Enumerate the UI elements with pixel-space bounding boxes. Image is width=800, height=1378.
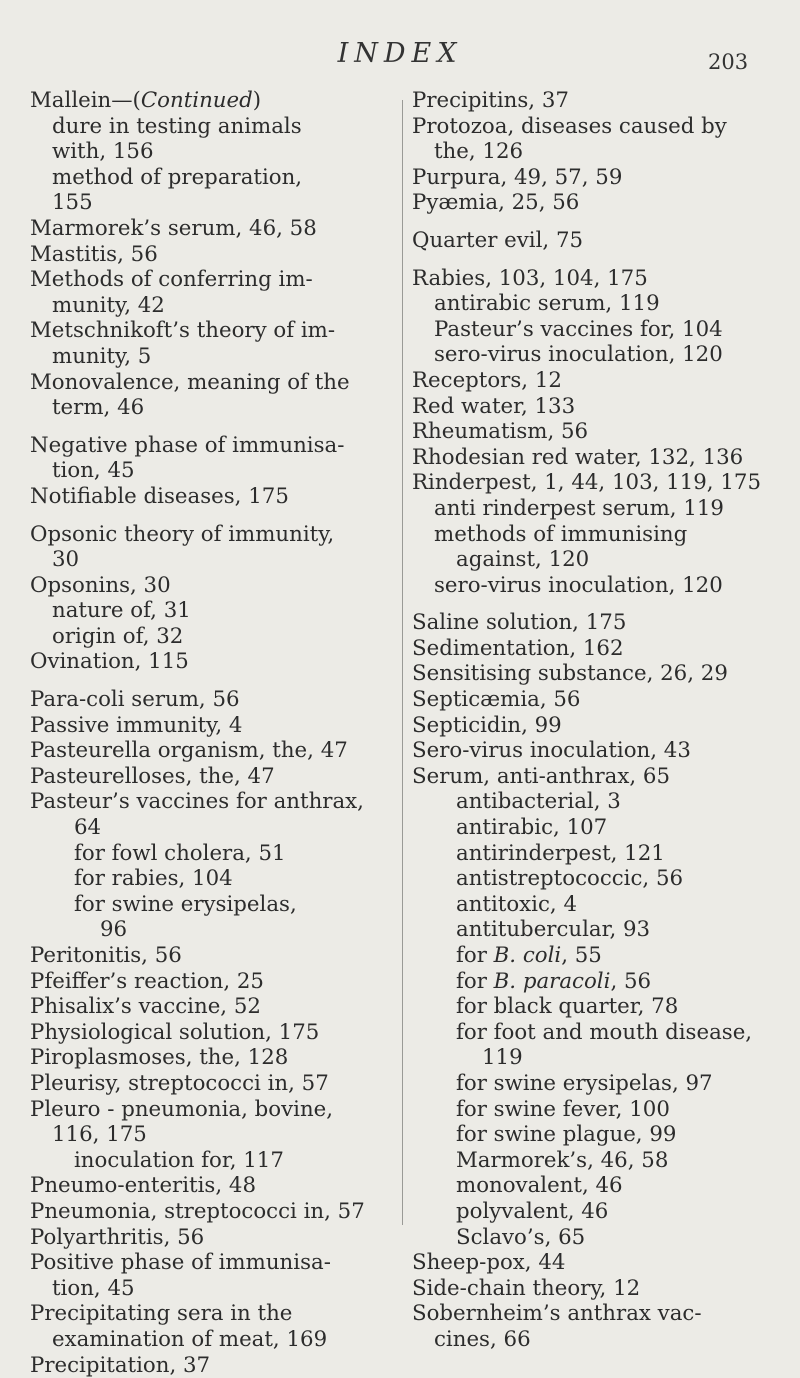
- index-entry: [30, 1301, 392, 1352]
- index-entry-line: Metschnikoft’s theory of im-: [30, 318, 392, 344]
- index-entry-line: Polyarthritis, 56: [30, 1225, 392, 1251]
- index-entry: [30, 216, 392, 242]
- index-entry-line: Sedimentation, 162: [412, 636, 790, 662]
- index-entry-line: Opsonic theory of immunity,: [30, 522, 392, 548]
- index-entry: [412, 917, 790, 943]
- index-entry: [30, 88, 392, 114]
- index-entry-line: 30: [30, 547, 392, 573]
- index-entry-line: polyvalent, 46: [412, 1199, 790, 1225]
- index-entry: [412, 573, 790, 599]
- index-entry: [412, 394, 790, 420]
- index-entry-line: Receptors, 12: [412, 368, 790, 394]
- index-entry-line: Phisalix’s vaccine, 52: [30, 994, 392, 1020]
- index-entry: [412, 1173, 790, 1199]
- index-entry-line: for black quarter, 78: [412, 994, 790, 1020]
- index-entry-line: munity, 42: [30, 293, 392, 319]
- index-entry: [412, 228, 790, 254]
- index-entry-line: antistreptococcic, 56: [412, 866, 790, 892]
- index-entry-line: against, 120: [412, 547, 790, 573]
- index-entry-line: with, 156: [30, 139, 392, 165]
- index-entry: [412, 738, 790, 764]
- index-entry: [412, 636, 790, 662]
- index-entry: [30, 484, 392, 510]
- index-entry-line: Para-coli serum, 56: [30, 687, 392, 713]
- index-entry: [30, 1097, 392, 1148]
- index-entry-line: sero-virus inoculation, 120: [412, 342, 790, 368]
- index-entry: [30, 165, 392, 216]
- index-entry-line: Protozoa, diseases caused by: [412, 114, 790, 140]
- index-entry-line: Sheep-pox, 44: [412, 1250, 790, 1276]
- index-entry-line: sero-virus inoculation, 120: [412, 573, 790, 599]
- index-entry-line: Passive immunity, 4: [30, 713, 392, 739]
- index-entry: [412, 114, 790, 165]
- index-entry: [412, 1225, 790, 1251]
- index-entry: [30, 1353, 392, 1378]
- index-entry: [412, 1199, 790, 1225]
- index-entry-line: antirabic, 107: [412, 815, 790, 841]
- index-entry-line: Pyæmia, 25, 56: [412, 190, 790, 216]
- index-entry: [30, 318, 392, 369]
- index-entry: [30, 1148, 392, 1174]
- index-entry-line: term, 46: [30, 395, 392, 421]
- index-entry: [412, 764, 790, 790]
- index-entry-line: Rheumatism, 56: [412, 419, 790, 445]
- index-entry-line: antirabic serum, 119: [412, 291, 790, 317]
- index-entry-line: Sero-virus inoculation, 43: [412, 738, 790, 764]
- index-entry-line: Marmorek’s, 46, 58: [412, 1148, 790, 1174]
- index-entry-line: Negative phase of immunisa-: [30, 433, 392, 459]
- index-entry-line: Purpura, 49, 57, 59: [412, 165, 790, 191]
- index-entry: [30, 713, 392, 739]
- index-entry: [412, 522, 790, 573]
- index-entry-line: Rhodesian red water, 132, 136: [412, 445, 790, 471]
- column-divider: [402, 100, 403, 1225]
- index-entry: [30, 866, 392, 892]
- index-entry: [30, 649, 392, 675]
- index-entry: [412, 713, 790, 739]
- index-entry: [412, 470, 790, 496]
- index-entry-line: Sobernheim’s anthrax vac-: [412, 1301, 790, 1327]
- index-entry-line: Notifiable diseases, 175: [30, 484, 392, 510]
- index-entry: [412, 1122, 790, 1148]
- index-entry-line: for fowl cholera, 51: [30, 841, 392, 867]
- index-entry-line: 155: [30, 190, 392, 216]
- index-entry-line: Precipitation, 37: [30, 1353, 392, 1378]
- index-entry: [30, 573, 392, 599]
- index-entry-line: Side-chain theory, 12: [412, 1276, 790, 1302]
- index-entry-line: for swine fever, 100: [412, 1097, 790, 1123]
- index-entry-line: Precipitating sera in the: [30, 1301, 392, 1327]
- index-column-left: [30, 88, 392, 1378]
- index-entry-line: 119: [412, 1045, 790, 1071]
- index-entry-line: tion, 45: [30, 458, 392, 484]
- index-entry: [30, 1071, 392, 1097]
- index-entry: [412, 815, 790, 841]
- index-entry: [30, 994, 392, 1020]
- index-entry-line: Quarter evil, 75: [412, 228, 790, 254]
- index-entry: [412, 994, 790, 1020]
- index-entry-line: origin of, 32: [30, 624, 392, 650]
- index-entry-line: Sensitising substance, 26, 29: [412, 661, 790, 687]
- index-entry-line: nature of, 31: [30, 598, 392, 624]
- index-entry-line: for swine erysipelas, 97: [412, 1071, 790, 1097]
- index-entry: [30, 242, 392, 268]
- index-entry-line: Septicidin, 99: [412, 713, 790, 739]
- index-entry: [412, 1071, 790, 1097]
- index-entry-line: Peritonitis, 56: [30, 943, 392, 969]
- index-entry: [30, 522, 392, 573]
- index-entry: [30, 598, 392, 624]
- index-entry: [30, 1173, 392, 1199]
- index-entry: [30, 1045, 392, 1071]
- index-entry-line: methods of immunising: [412, 522, 790, 548]
- index-entry: [30, 1250, 392, 1301]
- index-entry-line: Pasteurelloses, the, 47: [30, 764, 392, 790]
- index-entry-line: antitubercular, 93: [412, 917, 790, 943]
- index-entry-line: for swine plague, 99: [412, 1122, 790, 1148]
- index-entry-line: Pneumo-enteritis, 48: [30, 1173, 392, 1199]
- index-entry: [412, 943, 790, 969]
- index-entry: [30, 1020, 392, 1046]
- index-entry-line: antitoxic, 4: [412, 892, 790, 918]
- index-entry: [412, 1301, 790, 1352]
- index-entry-line: for swine erysipelas,: [30, 892, 392, 918]
- index-entry-line: Sclavo’s, 65: [412, 1225, 790, 1251]
- index-entry: [412, 445, 790, 471]
- index-entry-line: the, 126: [412, 139, 790, 165]
- index-entry: [30, 370, 392, 421]
- index-entry-line: examination of meat, 169: [30, 1327, 392, 1353]
- index-entry-line: method of preparation,: [30, 165, 392, 191]
- index-entry-line: 116, 175: [30, 1122, 392, 1148]
- index-entry: [412, 1097, 790, 1123]
- index-entry-line: Pasteurella organism, the, 47: [30, 738, 392, 764]
- index-entry: [412, 789, 790, 815]
- index-entry-line: dure in testing animals: [30, 114, 392, 140]
- index-entry: [412, 496, 790, 522]
- index-entry: [412, 866, 790, 892]
- index-entry-line: for rabies, 104: [30, 866, 392, 892]
- index-entry: [412, 317, 790, 343]
- index-entry: [412, 88, 790, 114]
- index-entry-line: for B. coli, 55: [412, 943, 790, 969]
- index-entry-line: tion, 45: [30, 1276, 392, 1302]
- index-entry: [30, 943, 392, 969]
- index-entry: [30, 841, 392, 867]
- index-entry-line: Mastitis, 56: [30, 242, 392, 268]
- index-entry: [412, 342, 790, 368]
- index-entry-line: Septicæmia, 56: [412, 687, 790, 713]
- index-entry: [412, 1250, 790, 1276]
- index-entry-line: Pfeiffer’s reaction, 25: [30, 969, 392, 995]
- index-entry-line: Rabies, 103, 104, 175: [412, 266, 790, 292]
- index-entry: [412, 892, 790, 918]
- index-entry-line: for foot and mouth disease,: [412, 1020, 790, 1046]
- index-entry: [30, 738, 392, 764]
- index-entry: [30, 687, 392, 713]
- index-entry: [30, 764, 392, 790]
- index-entry-line: Marmorek’s serum, 46, 58: [30, 216, 392, 242]
- index-entry: [30, 1225, 392, 1251]
- index-entry-line: anti rinderpest serum, 119: [412, 496, 790, 522]
- index-entry-line: Pasteur’s vaccines for, 104: [412, 317, 790, 343]
- index-entry: [412, 368, 790, 394]
- index-entry: [412, 610, 790, 636]
- page-number: 203: [708, 50, 748, 74]
- index-entry-line: Pleuro - pneumonia, bovine,: [30, 1097, 392, 1123]
- index-entry: [30, 267, 392, 318]
- index-entry-line: Serum, anti-anthrax, 65: [412, 764, 790, 790]
- index-entry-line: for B. paracoli, 56: [412, 969, 790, 995]
- index-entry: [30, 969, 392, 995]
- index-entry-line: 96: [30, 917, 392, 943]
- index-entry: [412, 190, 790, 216]
- index-entry-line: cines, 66: [412, 1327, 790, 1353]
- index-entry: [30, 789, 392, 840]
- index-entry: [412, 687, 790, 713]
- index-entry: [412, 165, 790, 191]
- index-entry-line: Physiological solution, 175: [30, 1020, 392, 1046]
- index-entry: [30, 892, 392, 943]
- index-entry: [412, 419, 790, 445]
- index-entry-line: inoculation for, 117: [30, 1148, 392, 1174]
- index-entry-line: Methods of conferring im-: [30, 267, 392, 293]
- index-entry-line: Opsonins, 30: [30, 573, 392, 599]
- index-entry: [30, 1199, 392, 1225]
- page-title: INDEX: [0, 38, 800, 69]
- index-entry-line: Piroplasmoses, the, 128: [30, 1045, 392, 1071]
- index-entry-line: Precipitins, 37: [412, 88, 790, 114]
- index-entry: [412, 291, 790, 317]
- index-entry: [412, 841, 790, 867]
- index-entry: [412, 1148, 790, 1174]
- index-entry-line: 64: [30, 815, 392, 841]
- index-entry-line: antibacterial, 3: [412, 789, 790, 815]
- index-entry: [412, 969, 790, 995]
- index-entry-line: Mallein—(Continued): [30, 88, 392, 114]
- index-entry-line: Monovalence, meaning of the: [30, 370, 392, 396]
- index-entry-line: munity, 5: [30, 344, 392, 370]
- index-entry: [30, 433, 392, 484]
- index-entry-line: Pneumonia, streptococci in, 57: [30, 1199, 392, 1225]
- index-entry-line: Rinderpest, 1, 44, 103, 119, 175: [412, 470, 790, 496]
- index-entry: [30, 114, 392, 165]
- index-entry: [412, 266, 790, 292]
- index-entry: [412, 1276, 790, 1302]
- index-column-right: [412, 88, 790, 1353]
- index-entry-line: Red water, 133: [412, 394, 790, 420]
- index-entry-line: Pleurisy, streptococci in, 57: [30, 1071, 392, 1097]
- index-entry-line: Saline solution, 175: [412, 610, 790, 636]
- index-entry-line: Ovination, 115: [30, 649, 392, 675]
- index-entry: [30, 624, 392, 650]
- index-entry-line: Pasteur’s vaccines for anthrax,: [30, 789, 392, 815]
- index-entry-line: monovalent, 46: [412, 1173, 790, 1199]
- index-entry: [412, 661, 790, 687]
- index-entry: [412, 1020, 790, 1071]
- index-entry-line: antirinderpest, 121: [412, 841, 790, 867]
- index-entry-line: Positive phase of immunisa-: [30, 1250, 392, 1276]
